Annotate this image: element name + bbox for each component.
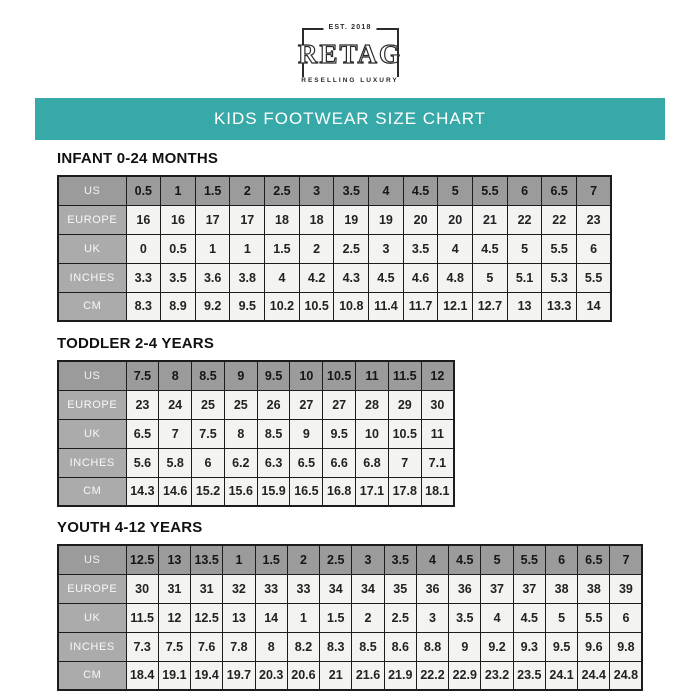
size-cell: 7.8 xyxy=(223,632,255,661)
size-cell: 6.5 xyxy=(290,448,323,477)
size-cell: 11.5 xyxy=(388,361,421,390)
size-cell: 5.3 xyxy=(542,263,577,292)
size-cell: 6.5 xyxy=(578,545,610,574)
size-cell: 2 xyxy=(299,234,334,263)
size-cell: 3.5 xyxy=(449,603,481,632)
size-cell: 31 xyxy=(158,574,190,603)
size-cell: 38 xyxy=(578,574,610,603)
size-cell: 4.5 xyxy=(449,545,481,574)
size-cell: 7.6 xyxy=(191,632,223,661)
size-cell: 5.6 xyxy=(126,448,159,477)
size-cell: 11.5 xyxy=(126,603,158,632)
table-header-row xyxy=(58,361,454,390)
logo-tagline: RESELLING LUXURY xyxy=(296,77,404,84)
size-cell: 3 xyxy=(352,545,384,574)
size-cell: 7.5 xyxy=(126,361,159,390)
size-cell: 10.5 xyxy=(299,292,334,321)
size-cell: 3.8 xyxy=(230,263,265,292)
row-label-uk: UK xyxy=(58,419,126,448)
size-cell: 7.5 xyxy=(192,419,225,448)
infant-size-table xyxy=(57,175,612,322)
size-cell: 9.2 xyxy=(195,292,230,321)
row-label-inches: INCHES xyxy=(58,632,126,661)
size-cell: 0.5 xyxy=(161,234,196,263)
size-section xyxy=(0,150,700,322)
size-cell: 13 xyxy=(507,292,542,321)
size-cell: 37 xyxy=(481,574,513,603)
size-cell: 8.5 xyxy=(257,419,290,448)
size-cell: 22.2 xyxy=(416,661,448,690)
size-cell: 30 xyxy=(126,574,158,603)
size-cell: 10.5 xyxy=(323,361,356,390)
size-cell: 2.5 xyxy=(265,176,300,205)
size-cell: 14.6 xyxy=(159,477,192,506)
size-cell: 13 xyxy=(158,545,190,574)
size-cell: 8.8 xyxy=(416,632,448,661)
size-cell: 4.6 xyxy=(403,263,438,292)
size-cell: 3.6 xyxy=(195,263,230,292)
size-cell: 5.5 xyxy=(542,234,577,263)
table-header-row xyxy=(58,176,611,205)
size-cell: 10.8 xyxy=(334,292,369,321)
size-cell: 37 xyxy=(513,574,545,603)
size-cell: 5.5 xyxy=(513,545,545,574)
size-cell: 3 xyxy=(299,176,334,205)
size-cell: 5.5 xyxy=(577,263,612,292)
row-label-cm: CM xyxy=(58,292,126,321)
size-cell: 2.5 xyxy=(384,603,416,632)
size-cell: 4 xyxy=(369,176,404,205)
size-cell: 13 xyxy=(223,603,255,632)
size-cell: 4 xyxy=(265,263,300,292)
size-cell: 9 xyxy=(449,632,481,661)
size-cell: 17 xyxy=(230,205,265,234)
size-cell: 8 xyxy=(255,632,287,661)
size-cell: 13.5 xyxy=(191,545,223,574)
size-cell: 3 xyxy=(369,234,404,263)
size-cell: 1.5 xyxy=(320,603,352,632)
size-cell: 8.5 xyxy=(352,632,384,661)
size-cell: 24.8 xyxy=(610,661,642,690)
row-label-us: US xyxy=(58,545,126,574)
row-label-europe: EUROPE xyxy=(58,205,126,234)
size-cell: 9 xyxy=(224,361,257,390)
size-cell: 4 xyxy=(438,234,473,263)
size-section xyxy=(0,335,700,507)
size-cell: 18 xyxy=(299,205,334,234)
size-cell: 14.3 xyxy=(126,477,159,506)
size-cell: 12.5 xyxy=(126,545,158,574)
size-cell: 11 xyxy=(356,361,389,390)
size-cell: 5 xyxy=(438,176,473,205)
size-cell: 10 xyxy=(356,419,389,448)
size-cell: 6.3 xyxy=(257,448,290,477)
size-cell: 36 xyxy=(416,574,448,603)
table-row xyxy=(58,574,642,603)
size-cell: 8.6 xyxy=(384,632,416,661)
size-cell: 21 xyxy=(473,205,508,234)
size-cell: 4.2 xyxy=(299,263,334,292)
size-cell: 19.4 xyxy=(191,661,223,690)
size-cell: 16 xyxy=(126,205,161,234)
size-cell: 34 xyxy=(320,574,352,603)
size-cell: 8.3 xyxy=(126,292,161,321)
size-cell: 23.2 xyxy=(481,661,513,690)
row-label-us: US xyxy=(58,176,126,205)
size-cell: 13.3 xyxy=(542,292,577,321)
size-cell: 24 xyxy=(159,390,192,419)
size-cell: 6.5 xyxy=(542,176,577,205)
size-cell: 6 xyxy=(577,234,612,263)
size-cell: 25 xyxy=(192,390,225,419)
size-cell: 15.6 xyxy=(224,477,257,506)
size-cell: 32 xyxy=(223,574,255,603)
size-cell: 1.5 xyxy=(265,234,300,263)
size-cell: 7.5 xyxy=(158,632,190,661)
size-cell: 6.5 xyxy=(126,419,159,448)
size-cell: 33 xyxy=(255,574,287,603)
size-cell: 1 xyxy=(287,603,319,632)
size-cell: 33 xyxy=(287,574,319,603)
size-cell: 5 xyxy=(545,603,577,632)
table-row xyxy=(58,390,454,419)
size-cell: 16.5 xyxy=(290,477,323,506)
size-cell: 24.4 xyxy=(578,661,610,690)
table-row xyxy=(58,292,611,321)
table-row xyxy=(58,661,642,690)
size-cell: 16.8 xyxy=(323,477,356,506)
size-cell: 2 xyxy=(287,545,319,574)
row-label-us: US xyxy=(58,361,126,390)
size-cell: 18.1 xyxy=(421,477,454,506)
size-cell: 5.8 xyxy=(159,448,192,477)
size-cell: 7.3 xyxy=(126,632,158,661)
size-cell: 38 xyxy=(545,574,577,603)
size-cell: 10.5 xyxy=(388,419,421,448)
size-cell: 8.2 xyxy=(287,632,319,661)
size-cell: 17.1 xyxy=(356,477,389,506)
size-cell: 9.6 xyxy=(578,632,610,661)
row-label-europe: EUROPE xyxy=(58,390,126,419)
size-cell: 9.5 xyxy=(257,361,290,390)
size-cell: 23.5 xyxy=(513,661,545,690)
size-cell: 7 xyxy=(388,448,421,477)
row-label-inches: INCHES xyxy=(58,263,126,292)
table-row xyxy=(58,205,611,234)
size-cell: 1.5 xyxy=(255,545,287,574)
size-cell: 4.5 xyxy=(513,603,545,632)
size-cell: 39 xyxy=(610,574,642,603)
size-cell: 4.5 xyxy=(403,176,438,205)
size-cell: 6 xyxy=(507,176,542,205)
size-cell: 5.5 xyxy=(578,603,610,632)
size-cell: 9.5 xyxy=(323,419,356,448)
size-cell: 3.3 xyxy=(126,263,161,292)
size-cell: 2 xyxy=(230,176,265,205)
row-label-europe: EUROPE xyxy=(58,574,126,603)
size-cell: 15.9 xyxy=(257,477,290,506)
size-cell: 11.4 xyxy=(369,292,404,321)
logo-frame xyxy=(298,24,403,84)
size-cell: 8.5 xyxy=(192,361,225,390)
size-cell: 5 xyxy=(481,545,513,574)
table-row xyxy=(58,419,454,448)
size-cell: 19.7 xyxy=(223,661,255,690)
size-cell: 19 xyxy=(334,205,369,234)
row-label-inches: INCHES xyxy=(58,448,126,477)
size-cell: 3.5 xyxy=(334,176,369,205)
size-cell: 22 xyxy=(542,205,577,234)
size-cell: 12.1 xyxy=(438,292,473,321)
row-label-uk: UK xyxy=(58,603,126,632)
size-cell: 15.2 xyxy=(192,477,225,506)
size-cell: 14 xyxy=(255,603,287,632)
size-cell: 10.2 xyxy=(265,292,300,321)
size-cell: 26 xyxy=(257,390,290,419)
size-cell: 20 xyxy=(403,205,438,234)
table-row xyxy=(58,632,642,661)
size-cell: 28 xyxy=(356,390,389,419)
size-cell: 21.6 xyxy=(352,661,384,690)
size-cell: 4.5 xyxy=(369,263,404,292)
size-cell: 27 xyxy=(323,390,356,419)
size-cell: 1 xyxy=(195,234,230,263)
size-cell: 3 xyxy=(416,603,448,632)
size-cell: 4 xyxy=(416,545,448,574)
size-cell: 7.1 xyxy=(421,448,454,477)
size-section xyxy=(0,519,700,691)
size-cell: 5.1 xyxy=(507,263,542,292)
size-cell: 23 xyxy=(126,390,159,419)
size-cell: 36 xyxy=(449,574,481,603)
size-cell: 17 xyxy=(195,205,230,234)
size-cell: 24.1 xyxy=(545,661,577,690)
brand-logo xyxy=(0,0,700,84)
table-header-row xyxy=(58,545,642,574)
logo-established-text: EST. 2018 xyxy=(323,24,376,31)
size-cell: 9.3 xyxy=(513,632,545,661)
size-cell: 20.6 xyxy=(287,661,319,690)
size-cell: 18.4 xyxy=(126,661,158,690)
size-cell: 1 xyxy=(230,234,265,263)
size-cell: 20.3 xyxy=(255,661,287,690)
size-cell: 3.5 xyxy=(161,263,196,292)
size-cell: 0 xyxy=(126,234,161,263)
size-cell: 22.9 xyxy=(449,661,481,690)
size-cell: 16 xyxy=(161,205,196,234)
size-cell: 0.5 xyxy=(126,176,161,205)
size-cell: 9.5 xyxy=(230,292,265,321)
size-cell: 11.7 xyxy=(403,292,438,321)
size-cell: 12.7 xyxy=(473,292,508,321)
size-cell: 5.5 xyxy=(473,176,508,205)
size-cell: 1 xyxy=(223,545,255,574)
size-cell: 19.1 xyxy=(158,661,190,690)
size-cell: 3.5 xyxy=(403,234,438,263)
size-cell: 9 xyxy=(290,419,323,448)
section-heading-infant: INFANT 0-24 MONTHS xyxy=(57,150,219,167)
size-cell: 22 xyxy=(507,205,542,234)
row-label-uk: UK xyxy=(58,234,126,263)
size-cell: 6 xyxy=(192,448,225,477)
size-cell: 4.5 xyxy=(473,234,508,263)
youth-size-table xyxy=(57,544,643,691)
size-cell: 6 xyxy=(545,545,577,574)
size-cell: 31 xyxy=(191,574,223,603)
table-row xyxy=(58,477,454,506)
size-cell: 2 xyxy=(352,603,384,632)
size-cell: 29 xyxy=(388,390,421,419)
size-cell: 6.2 xyxy=(224,448,257,477)
size-cell: 20 xyxy=(438,205,473,234)
size-cell: 6 xyxy=(610,603,642,632)
size-cell: 1.5 xyxy=(195,176,230,205)
section-heading-youth: YOUTH 4-12 YEARS xyxy=(57,519,203,536)
logo-brand-name: RETAG xyxy=(298,39,403,69)
size-cell: 9.2 xyxy=(481,632,513,661)
size-cell: 19 xyxy=(369,205,404,234)
size-cell: 8 xyxy=(159,361,192,390)
size-cell: 6.8 xyxy=(356,448,389,477)
size-cell: 5 xyxy=(507,234,542,263)
size-cell: 34 xyxy=(352,574,384,603)
size-cell: 1 xyxy=(161,176,196,205)
size-cell: 35 xyxy=(384,574,416,603)
size-cell: 4 xyxy=(481,603,513,632)
size-cell: 12 xyxy=(158,603,190,632)
table-row xyxy=(58,234,611,263)
size-cell: 5 xyxy=(473,263,508,292)
size-cell: 23 xyxy=(577,205,612,234)
size-cell: 9.8 xyxy=(610,632,642,661)
size-cell: 2.5 xyxy=(320,545,352,574)
row-label-cm: CM xyxy=(58,661,126,690)
size-cell: 8.9 xyxy=(161,292,196,321)
size-cell: 4.8 xyxy=(438,263,473,292)
table-row xyxy=(58,603,642,632)
size-cell: 12.5 xyxy=(191,603,223,632)
size-cell: 8.3 xyxy=(320,632,352,661)
section-heading-toddler: TODDLER 2-4 YEARS xyxy=(57,335,215,352)
size-cell: 8 xyxy=(224,419,257,448)
size-cell: 7 xyxy=(577,176,612,205)
row-label-cm: CM xyxy=(58,477,126,506)
size-cell: 4.3 xyxy=(334,263,369,292)
size-cell: 30 xyxy=(421,390,454,419)
size-cell: 6.6 xyxy=(323,448,356,477)
size-cell: 14 xyxy=(577,292,612,321)
table-row xyxy=(58,263,611,292)
size-cell: 11 xyxy=(421,419,454,448)
size-cell: 21 xyxy=(320,661,352,690)
size-cell: 2.5 xyxy=(334,234,369,263)
size-cell: 25 xyxy=(224,390,257,419)
size-cell: 12 xyxy=(421,361,454,390)
chart-title-banner xyxy=(35,98,665,140)
size-cell: 10 xyxy=(290,361,323,390)
page-title: KIDS FOOTWEAR SIZE CHART xyxy=(213,109,487,128)
size-cell: 7 xyxy=(610,545,642,574)
size-cell: 27 xyxy=(290,390,323,419)
size-cell: 17.8 xyxy=(388,477,421,506)
size-cell: 18 xyxy=(265,205,300,234)
table-row xyxy=(58,448,454,477)
size-cell: 3.5 xyxy=(384,545,416,574)
size-cell: 21.9 xyxy=(384,661,416,690)
size-cell: 7 xyxy=(159,419,192,448)
size-cell: 9.5 xyxy=(545,632,577,661)
toddler-size-table xyxy=(57,360,455,507)
